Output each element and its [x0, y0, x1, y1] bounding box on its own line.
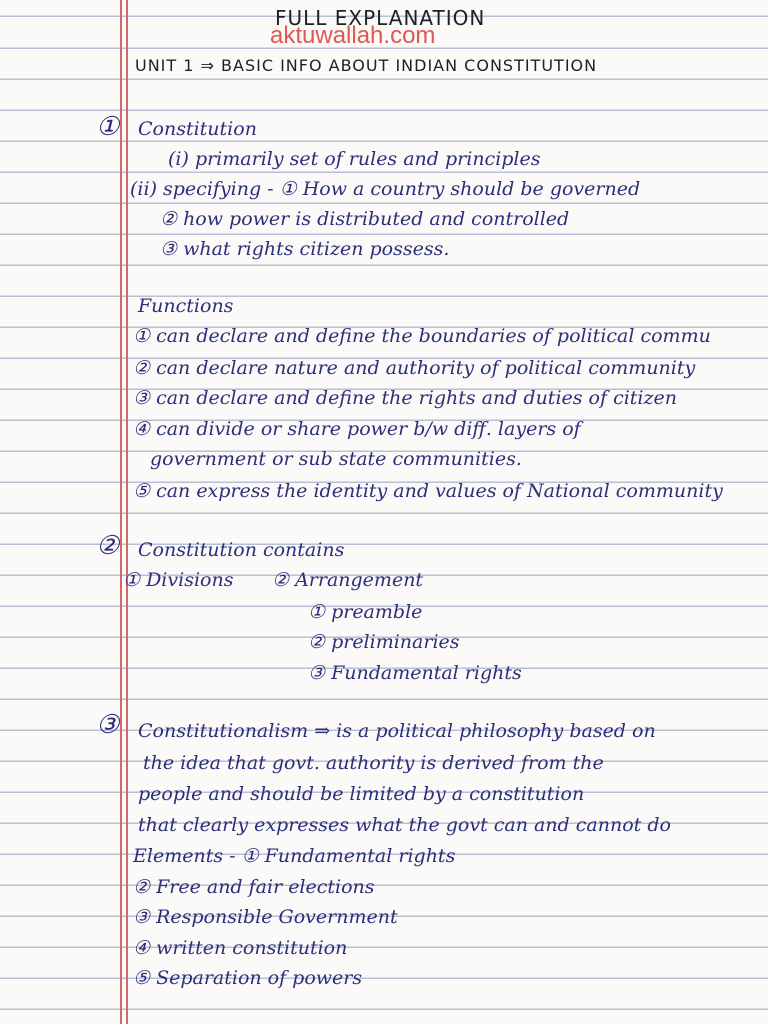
section3-line-4: that clearly expresses what the govt can and cannot do [138, 814, 671, 836]
arrangement-item-2: ② preliminaries [308, 631, 460, 653]
section1-line-ii: (ii) specifying - ① How a country should be governed [130, 178, 641, 200]
section1-number: ① [96, 112, 120, 142]
section1-sub-2: ② how power is distributed and controlled [160, 208, 570, 230]
element-3: ③ Responsible Government [133, 906, 398, 928]
element-4: ④ written constitution [133, 937, 348, 959]
element-5: ⑤ Separation of powers [133, 967, 363, 989]
functions-heading: Functions [138, 295, 234, 317]
function-4-continued: government or sub state communities. [150, 448, 522, 470]
function-4: ④ can divide or share power b/w diff. layers of [133, 418, 581, 440]
section2-number: ② [96, 531, 120, 561]
margin-line-left [120, 0, 122, 1024]
page-title: FULL EXPLANATION [275, 6, 486, 30]
section2-heading: Constitution contains [138, 539, 345, 561]
elements-line: Elements - ① Fundamental rights [133, 845, 456, 867]
section1-line-i: (i) primarily set of rules and principles [168, 148, 541, 170]
section2-divisions: ① Divisions [123, 569, 234, 591]
element-2: ② Free and fair elections [133, 876, 375, 898]
section1-heading: Constitution [138, 118, 257, 140]
function-5: ⑤ can express the identity and values of National community [133, 480, 723, 502]
margin-line-right [126, 0, 128, 1024]
section2-arrangement: ② Arrangement [272, 569, 424, 591]
section1-sub-3: ③ what rights citizen possess. [160, 238, 450, 260]
section3-line-1: Constitutionalism ⇒ is a political philosophy based on [138, 720, 656, 742]
section3-line-2: the idea that govt. authority is derived from the [143, 752, 604, 774]
function-1: ① can declare and define the boundaries of political commu [133, 325, 711, 347]
watermark: aktuwallah.com [270, 22, 436, 49]
unit-heading: UNIT 1 ⇒ BASIC INFO ABOUT INDIAN CONSTITUTION [135, 56, 598, 75]
function-3: ③ can declare and define the rights and duties of citizen [133, 387, 677, 409]
arrangement-item-3: ③ Fundamental rights [308, 662, 522, 684]
arrangement-item-1: ① preamble [308, 601, 423, 623]
section3-number: ③ [96, 710, 120, 740]
function-2: ② can declare nature and authority of political community [133, 357, 696, 379]
section3-line-3: people and should be limited by a constitution [138, 783, 585, 805]
